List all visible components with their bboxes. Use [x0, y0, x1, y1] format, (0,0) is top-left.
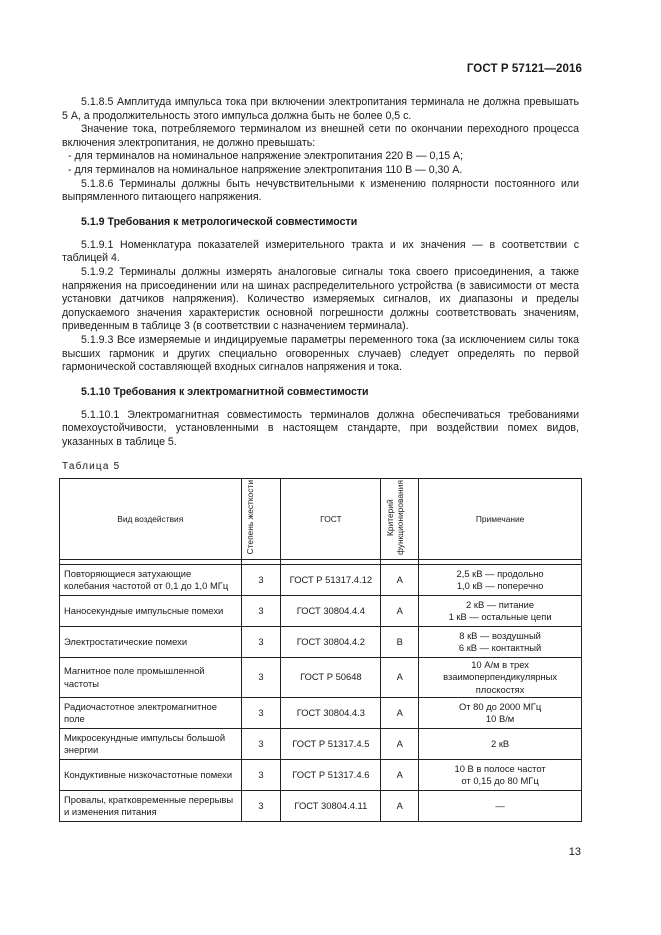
table-5 [59, 478, 582, 822]
paragraph-5-1-9-2: 5.1.9.2 Терминалы должны измерять аналоговые сигналы тока своего присоединения, а также напряжения на присоединении или на шинах распределительного устройства (в зависимости от места установки датчиков напряжения). Количество измеряемых сигналов, их диапазоны и пределы допускаемого значения характеристик основной погрешности должны соответствовать значениям, приведенным в таблице 3 (в соответствии с назначением терминала). [62, 265, 579, 333]
cell-note [419, 790, 582, 821]
cell-gost: ГОСТ Р 51317.4.6 [281, 759, 381, 790]
section-heading-5-1-9: 5.1.9 Требования к метрологической совместимости [81, 215, 358, 228]
cell-criterion: В [381, 627, 419, 658]
note-line-2: 10 В/м [485, 712, 515, 724]
paragraph-current-limit: Значение тока, потребляемого терминалом из внешней сети по окончании переходного процесса включения электропитания, не должно превышать: [62, 123, 579, 149]
section-heading-5-1-10: 5.1.10 Требования к электромагнитной совместимости [81, 385, 369, 398]
note-line-1: 2 кВ — питание [466, 599, 535, 611]
cell-degree: 3 [241, 728, 281, 759]
cell-note [419, 759, 582, 790]
table-row [60, 759, 582, 790]
cell-degree: 3 [241, 596, 281, 627]
cell-degree: 3 [241, 658, 281, 698]
table-row [60, 596, 582, 627]
note-line-1: 2,5 кВ — продольно [456, 568, 544, 580]
list-item-110v: - для терминалов на номинальное напряжение электропитания 110 В — 0,30 А. [68, 163, 463, 176]
cell-note [419, 565, 582, 596]
cell-type: Кондуктивные низкочастотные помехи [60, 759, 242, 790]
paragraph-5-1-9-1: 5.1.9.1 Номенклатура показателей измерительного тракта и их значения — в соответствии с таблицей 4. [62, 238, 579, 265]
cell-type: Магнитное поле промышленной частоты [60, 658, 242, 698]
cell-type: Радиочастотное электромагнитное поле [60, 697, 242, 728]
cell-degree: 3 [241, 790, 281, 821]
header-gost: ГОСТ [281, 479, 381, 560]
cell-type: Провалы, кратковременные перерывы и изменения питания [60, 790, 242, 821]
cell-criterion: А [381, 759, 419, 790]
table-row [60, 790, 582, 821]
cell-note [419, 658, 582, 698]
table-row [60, 697, 582, 728]
note-line-1: 2 кВ [491, 737, 510, 749]
table-row [60, 728, 582, 759]
cell-note [419, 728, 582, 759]
cell-degree: 3 [241, 697, 281, 728]
header-degree-label: Степень жесткости [245, 480, 255, 555]
cell-gost: ГОСТ 30804.4.4 [281, 596, 381, 627]
list-item-220v: - для терминалов на номинальное напряжение электропитания 220 В — 0,15 А; [68, 150, 464, 163]
note-line-1: 8 кВ — воздушный [459, 630, 541, 642]
table-row [60, 658, 582, 698]
header-criterion [381, 479, 419, 560]
cell-note [419, 627, 582, 658]
cell-criterion: А [381, 790, 419, 821]
cell-gost: ГОСТ 30804.4.3 [281, 697, 381, 728]
paragraph-5-1-10-1: 5.1.10.1 Электромагнитная совместимость терминалов должна обеспечиваться требованиями помехоустойчивости, установленными в настоящем стандарте, при воздействии помех видов, указанных в таблице 5. [62, 408, 579, 448]
cell-degree: 3 [241, 565, 281, 596]
cell-gost: ГОСТ 30804.4.2 [281, 627, 381, 658]
paragraph-5-1-8-6: 5.1.8.6 Терминалы должны быть нечувствительными к изменению полярности постоянного или выпрямленного питающего напряжения. [62, 177, 579, 204]
cell-type: Электростатические помехи [60, 627, 242, 658]
table-caption: Таблица 5 [62, 461, 121, 473]
header-type: Вид воздействия [60, 479, 242, 560]
table-row [60, 627, 582, 658]
note-line-2: 1,0 кВ — поперечно [456, 580, 544, 592]
cell-criterion: А [381, 728, 419, 759]
table-body [60, 565, 582, 822]
cell-criterion: А [381, 658, 419, 698]
cell-gost: ГОСТ 30804.4.11 [281, 790, 381, 821]
cell-gost: ГОСТ Р 51317.4.12 [281, 565, 381, 596]
note-line-2: от 0,15 до 80 МГц [461, 774, 539, 786]
page-number: 13 [568, 846, 581, 858]
cell-criterion: А [381, 596, 419, 627]
header-note: Примечание [419, 479, 582, 560]
note-line-2: 6 кВ — контактный [458, 642, 542, 654]
paragraph-5-1-9-3: 5.1.9.3 Все измеряемые и индицируемые параметры переменного тока (за исключением силы тока высших гармоник и других специально оговоренных случаев) следует определять по первой гармонической составляющей входных сигналов напряжения и тока. [62, 333, 579, 374]
cell-type: Наносекундные импульсные помехи [60, 596, 242, 627]
note-line-1: 10 В в полосе частот [454, 762, 546, 774]
cell-criterion: А [381, 697, 419, 728]
page-content [62, 96, 579, 822]
cell-type: Повторяющиеся затухающие колебания частотой от 0,1 до 1,0 МГц [60, 565, 242, 596]
note-line-2: 1 кВ — остальные цепи [448, 611, 552, 623]
table-header-row [60, 479, 582, 560]
cell-gost: ГОСТ Р 50648 [281, 658, 381, 698]
cell-degree: 3 [241, 627, 281, 658]
note-line-1: 10 А/м в трех взаимоперпендикулярных плоскостях [443, 659, 558, 695]
header-criterion-label: Критерий функционирования [384, 480, 405, 556]
document-header: ГОСТ Р 57121—2016 [466, 63, 582, 75]
table-row [60, 565, 582, 596]
header-degree [241, 479, 281, 560]
cell-note [419, 697, 582, 728]
cell-note [419, 596, 582, 627]
paragraph-5-1-8-5: 5.1.8.5 Амплитуда импульса тока при включении электропитания терминала не должна превышать 5 А, а продолжительность этого импульса должна быть не более 0,5 с. [62, 96, 579, 122]
cell-type: Микросекундные импульсы большой энергии [60, 728, 242, 759]
cell-degree: 3 [241, 759, 281, 790]
note-line-1: — [495, 799, 505, 811]
cell-gost: ГОСТ Р 51317.4.5 [281, 728, 381, 759]
cell-criterion: А [381, 565, 419, 596]
note-line-1: От 80 до 2000 МГц [458, 700, 542, 712]
